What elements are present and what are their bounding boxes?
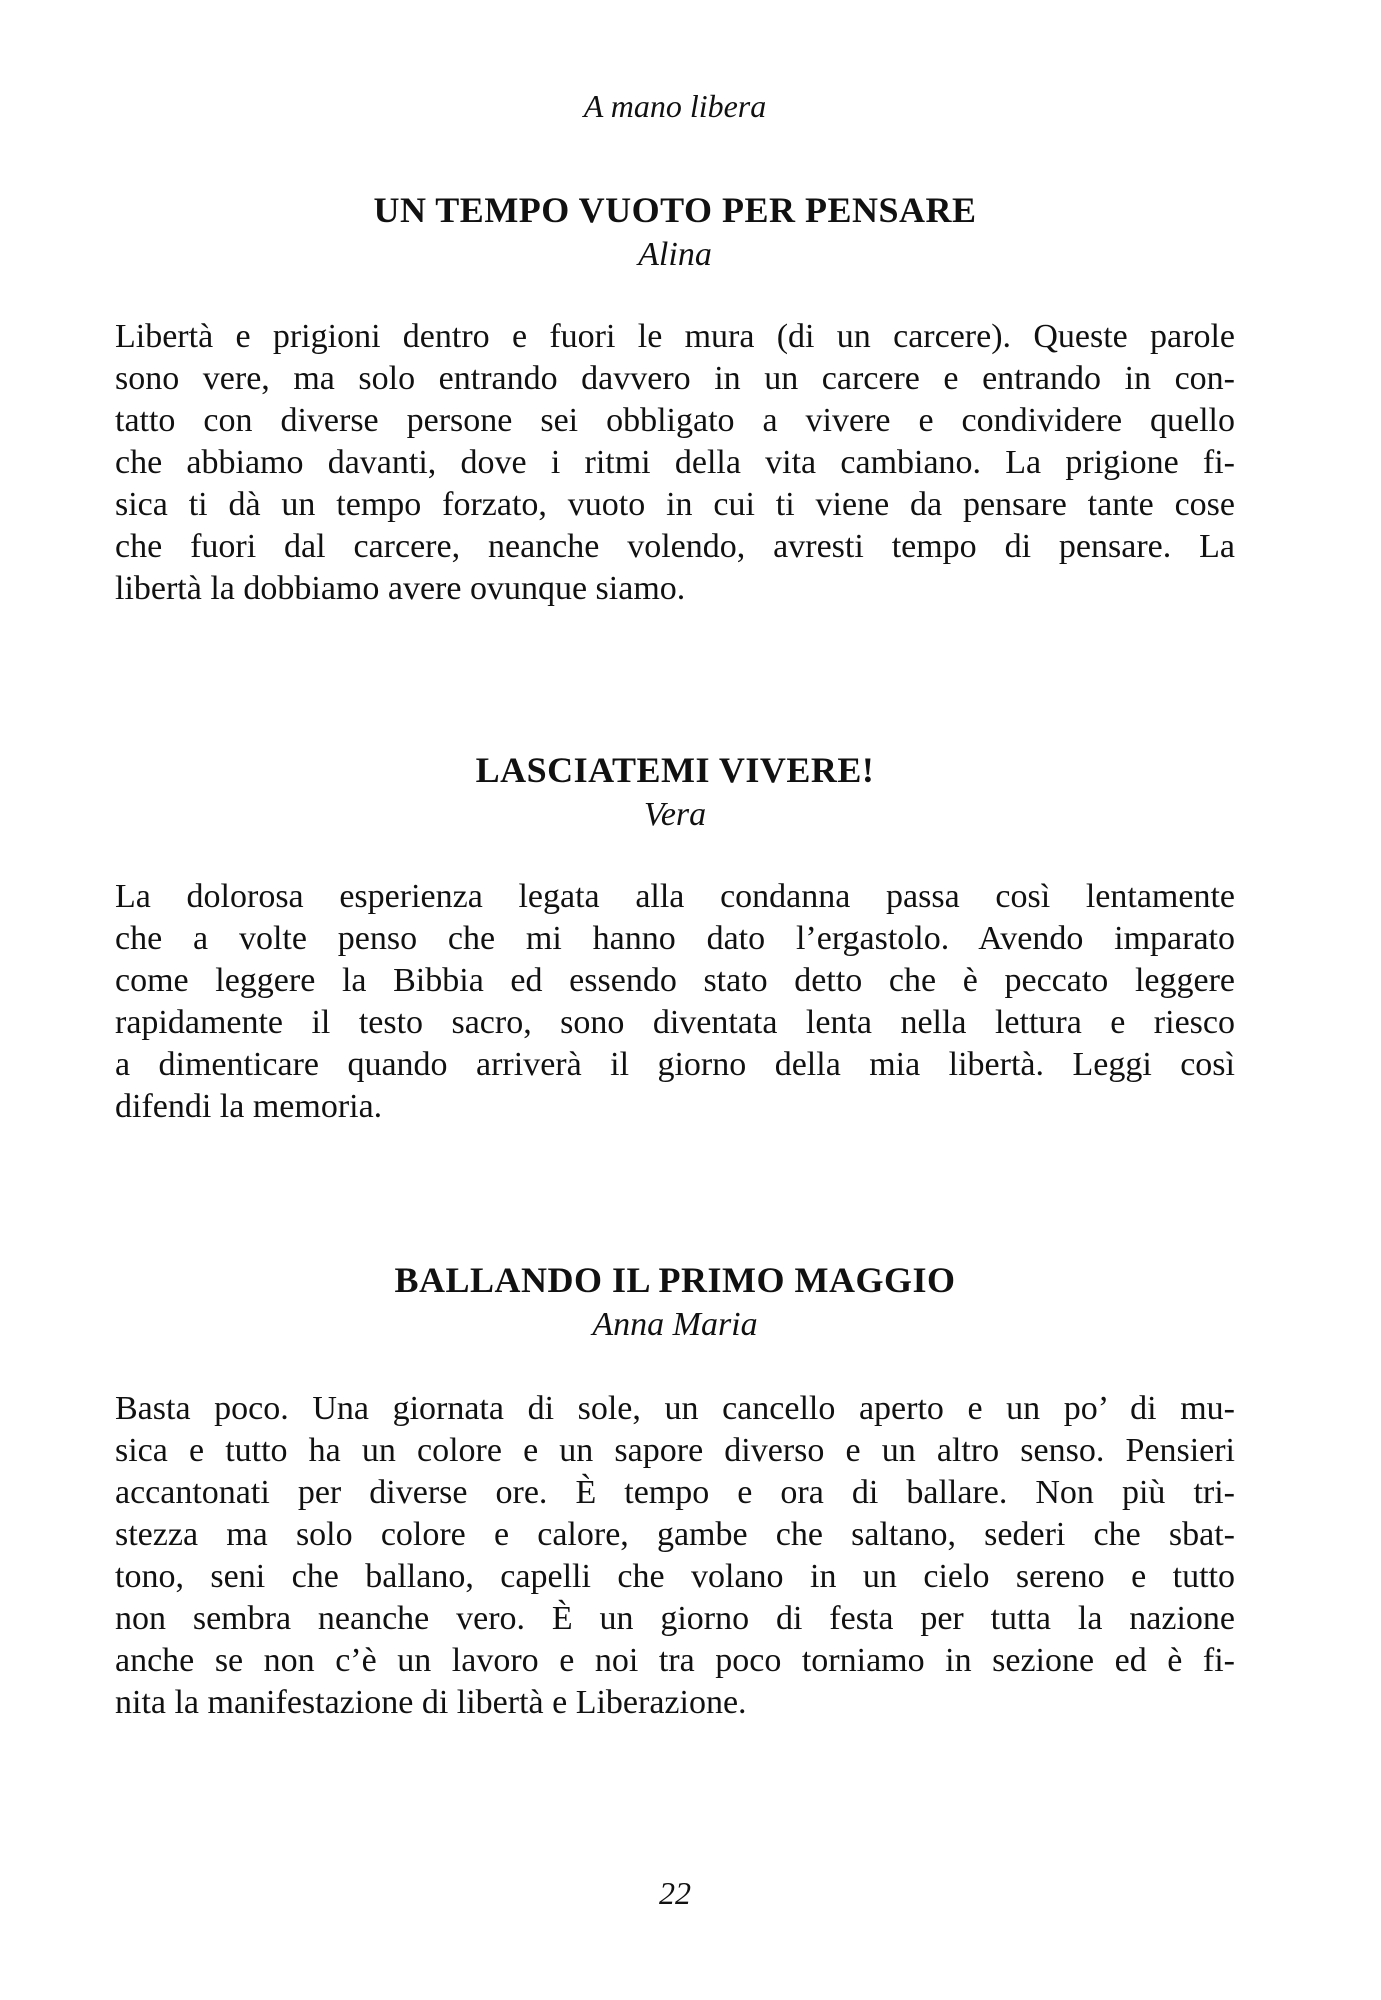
- text-line: sica e tutto ha un colore e un sapore diverso e un altro senso. Pensieri: [115, 1432, 1235, 1469]
- text-line: Basta poco. Una giornata di sole, un cancello aperto e un po’ di mu-: [115, 1390, 1235, 1427]
- paragraph-ballando-il-primo-maggio: [115, 1388, 1235, 1724]
- text-line: accantonati per diverse ore. È tempo e ora di ballare. Non più tri-: [115, 1474, 1235, 1511]
- text-line: che a volte penso che mi hanno dato l’ergastolo. Avendo imparato: [115, 920, 1235, 957]
- text-line: Libertà e prigioni dentro e fuori le mura (di un carcere). Queste parole: [115, 318, 1235, 355]
- text-line: come leggere la Bibbia ed essendo stato detto che è peccato leggere: [115, 962, 1235, 999]
- text-line: anche se non c’è un lavoro e noi tra poco torniamo in sezione ed è fi-: [115, 1642, 1235, 1679]
- section-author-vera: Vera: [643, 796, 707, 833]
- text-line: che abbiamo davanti, dove i ritmi della vita cambiano. La prigione fi-: [115, 444, 1235, 481]
- section-title-un-tempo-vuoto: UN TEMPO VUOTO PER PENSARE: [373, 190, 977, 230]
- section-author-alina: Alina: [638, 236, 712, 273]
- text-line: sono vere, ma solo entrando davvero in un carcere e entrando in con-: [115, 360, 1235, 397]
- text-line: a dimenticare quando arriverà il giorno della mia libertà. Leggi così: [115, 1046, 1235, 1083]
- text-line: sica ti dà un tempo forzato, vuoto in cui ti viene da pensare tante cose: [115, 486, 1235, 523]
- text-line: difendi la memoria.: [115, 1088, 383, 1125]
- text-line: stezza ma solo colore e calore, gambe che saltano, sederi che sbat-: [115, 1516, 1235, 1553]
- paragraph-un-tempo-vuoto: [115, 316, 1235, 610]
- text-line: La dolorosa esperienza legata alla condanna passa così lentamente: [115, 878, 1235, 915]
- text-line: libertà la dobbiamo avere ovunque siamo.: [115, 570, 686, 607]
- text-line: non sembra neanche vero. È un giorno di festa per tutta la nazione: [115, 1600, 1235, 1637]
- section-author-anna-maria: Anna Maria: [592, 1306, 758, 1343]
- text-line: che fuori dal carcere, neanche volendo, avresti tempo di pensare. La: [115, 528, 1235, 565]
- text-line: tatto con diverse persone sei obbligato a vivere e condividere quello: [115, 402, 1235, 439]
- text-line: tono, seni che ballano, capelli che volano in un cielo sereno e tutto: [115, 1558, 1235, 1595]
- section-title-lasciatemi-vivere: LASCIATEMI VIVERE!: [475, 750, 875, 790]
- page-number: 22: [659, 1875, 691, 1911]
- paragraph-lasciatemi-vivere: [115, 876, 1235, 1128]
- section-title-ballando-il-primo-maggio: BALLANDO IL PRIMO MAGGIO: [394, 1260, 956, 1300]
- running-header: A mano libera: [583, 88, 767, 124]
- text-line: rapidamente il testo sacro, sono diventata lenta nella lettura e riesco: [115, 1004, 1235, 1041]
- text-line: nita la manifestazione di libertà e Liberazione.: [115, 1684, 747, 1721]
